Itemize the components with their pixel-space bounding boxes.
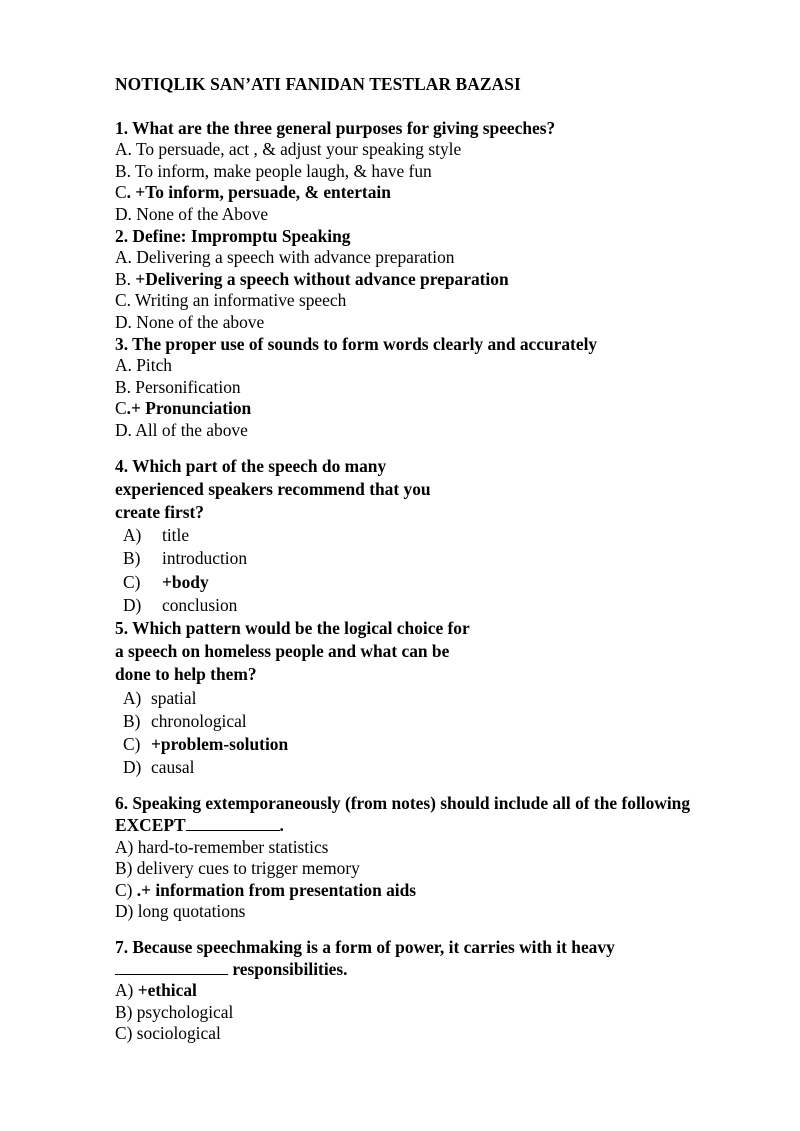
option-a: A) hard-to-remember statistics (115, 836, 329, 857)
option-letter: A) (115, 980, 138, 1001)
option-letter: A) (123, 525, 142, 546)
question-5 (115, 617, 755, 779)
option-d (115, 594, 755, 617)
answer-blank (186, 815, 280, 831)
option-letter: C (115, 182, 127, 203)
question-2 (115, 226, 755, 334)
option-b: B) delivery cues to trigger memory (115, 858, 360, 879)
options-list (115, 524, 755, 617)
question-text-line-2: responsibilities. (228, 958, 348, 979)
option-a (115, 687, 755, 710)
option-c-correct (115, 733, 755, 756)
option-c-correct (115, 571, 755, 594)
option-b (115, 547, 755, 570)
question-6 (115, 793, 755, 923)
correct-answer: +ethical (137, 980, 197, 1001)
question-text-line-1: 7. Because speechmaking is a form of power, it carries with it heavy (115, 936, 615, 957)
question-text: 4. Which part of the speech do many experienced speakers recommend that you create first? (115, 455, 431, 522)
option-b (115, 710, 755, 733)
question-text: 5. Which pattern would be the logical choice for a speech on homeless people and what can be done to help them? (115, 617, 470, 685)
option-c: C. Writing an informative speech (115, 290, 347, 311)
option-letter: A) (123, 687, 142, 708)
option-letter: D) (123, 757, 142, 778)
question-text (115, 793, 755, 836)
option-a: A. To persuade, act , & adjust your speaking style (115, 139, 462, 160)
options-list (115, 687, 755, 780)
option-d: D. None of the above (115, 311, 265, 332)
correct-answer: .+ information from presentation aids (136, 879, 417, 900)
question-text-end: . (279, 814, 284, 835)
option-letter: C) (115, 879, 137, 900)
correct-answer: . +To inform, persuade, & entertain (126, 182, 391, 203)
correct-answer: +body (162, 571, 209, 592)
option-d: D. None of the Above (115, 203, 269, 224)
option-text: causal (151, 757, 195, 778)
question-text-line-1: 6. Speaking extemporaneously (from notes) should include all of the following (115, 793, 691, 814)
question-text (115, 937, 755, 980)
question-4 (115, 455, 755, 617)
document-title: NOTIQLIK SAN’ATI FANIDAN TESTLAR BAZASI (115, 74, 521, 94)
option-letter: D) (123, 594, 142, 615)
option-c-correct (115, 182, 755, 204)
option-b: B. Personification (115, 376, 241, 397)
question-text: 1. What are the three general purposes for giving speeches? (115, 117, 556, 138)
option-letter: B) (123, 710, 141, 731)
correct-answer: +Delivering a speech without advance preparation (135, 268, 509, 289)
option-a: A. Delivering a speech with advance preparation (115, 247, 455, 268)
test-document (115, 74, 755, 1045)
question-text: 3. The proper use of sounds to form words clearly and accurately (115, 333, 598, 354)
option-a (115, 524, 755, 547)
option-c-correct (115, 398, 755, 420)
option-d: D. All of the above (115, 419, 248, 440)
option-text: chronological (151, 710, 247, 731)
option-letter: C) (123, 733, 141, 754)
option-b-correct (115, 269, 755, 291)
option-c: C) sociological (115, 1023, 221, 1044)
option-letter: C) (123, 571, 141, 592)
question-1 (115, 118, 755, 226)
answer-blank (115, 959, 228, 975)
correct-answer: +problem-solution (151, 733, 289, 754)
question-7 (115, 937, 755, 1045)
option-text: conclusion (162, 594, 238, 615)
option-a-correct (115, 980, 755, 1002)
option-text: introduction (162, 548, 248, 569)
question-3 (115, 334, 755, 442)
option-d: D) long quotations (115, 901, 246, 922)
option-letter: B) (123, 548, 141, 569)
correct-answer: .+ Pronunciation (126, 398, 252, 419)
option-b: B) psychological (115, 1001, 234, 1022)
option-letter: C (115, 398, 127, 419)
option-d (115, 756, 755, 779)
question-text-line-2: EXCEPT (115, 814, 186, 835)
option-text: spatial (151, 687, 197, 708)
option-b: B. To inform, make people laugh, & have fun (115, 160, 432, 181)
option-c-correct (115, 880, 755, 902)
option-a: A. Pitch (115, 355, 173, 376)
question-text: 2. Define: Impromptu Speaking (115, 225, 351, 246)
option-letter: B. (115, 268, 136, 289)
option-text: title (162, 525, 190, 546)
